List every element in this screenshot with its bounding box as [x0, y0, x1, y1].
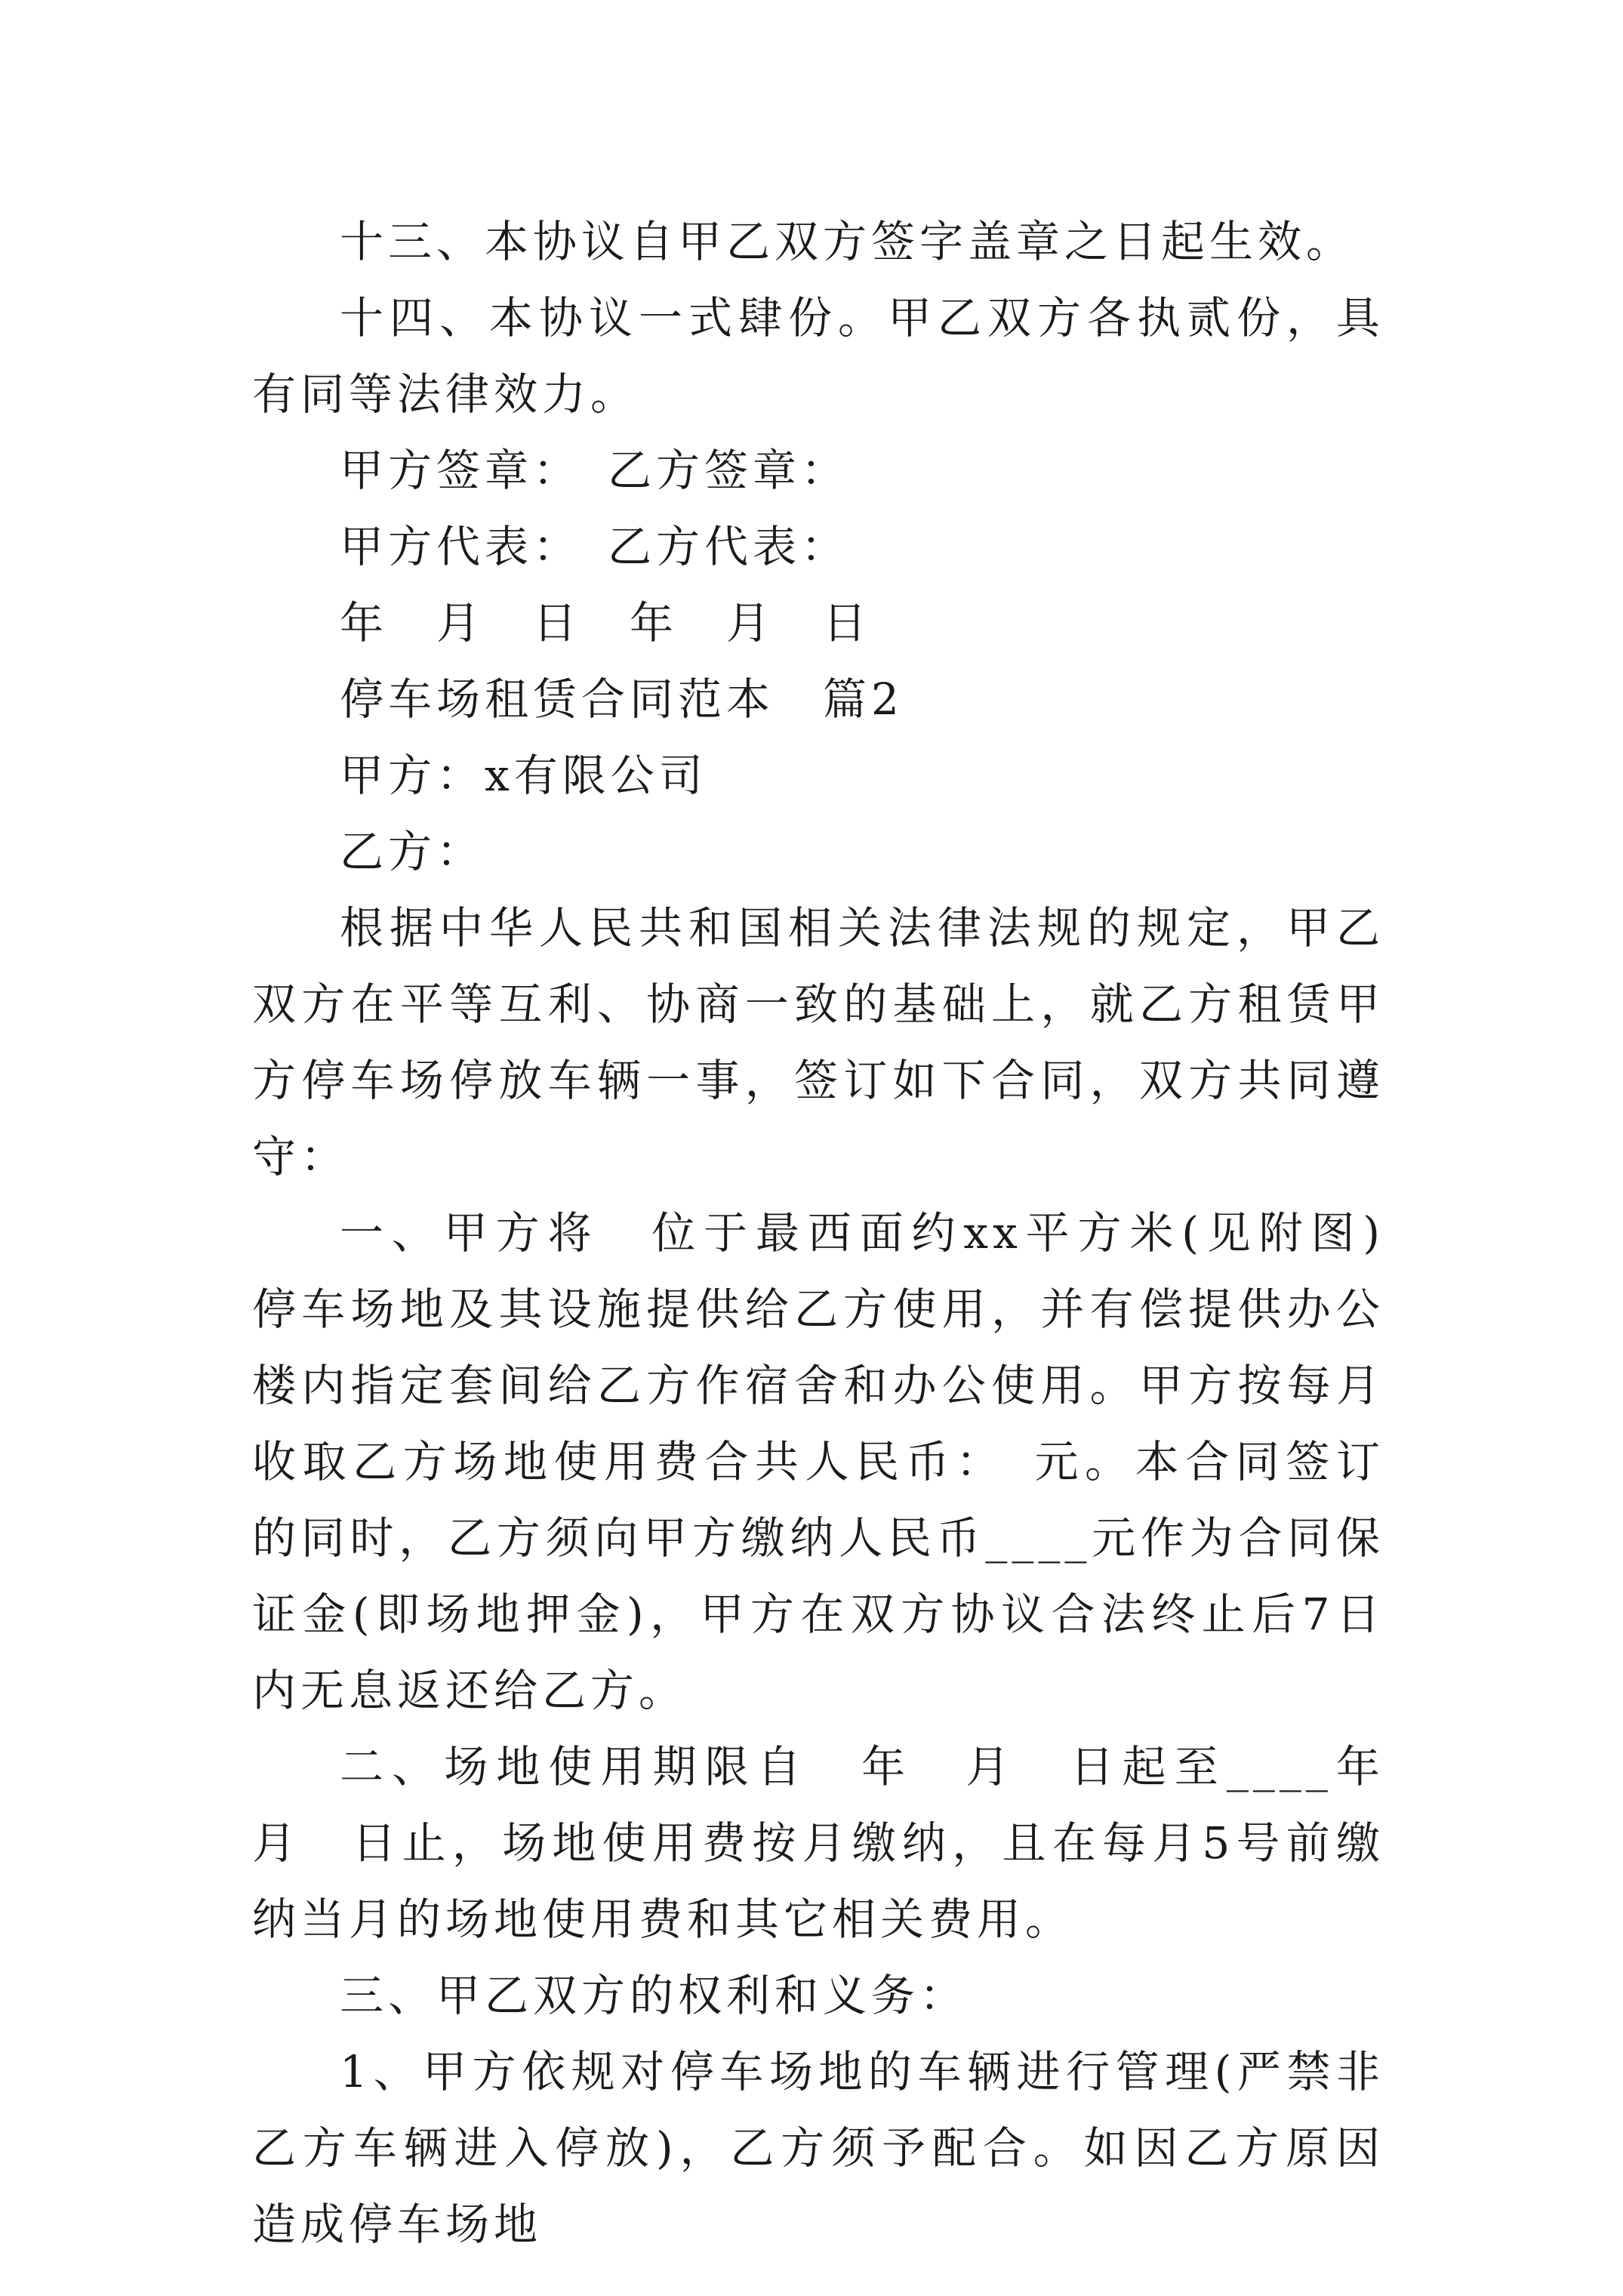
clause-13: 十三、本协议自甲乙双方签字盖章之日起生效。 — [340, 216, 1355, 267]
clause-14: 十四、本协议一式肆份。甲乙双方各执贰份，具有同等法律效力。 — [252, 292, 1384, 420]
section-title: 停车场租赁合同范本 篇2 — [340, 673, 904, 725]
signature-line: 甲方签章： 乙方签章： — [340, 445, 850, 496]
party-a: 甲方：x有限公司 — [340, 750, 707, 801]
clause-2: 二、场地使用期限自 年 月 日起至____年 月 日止，场地使用费按月缴纳，且在每月5号前缴纳当月的场地使用费和其它相关费用。 — [252, 1741, 1434, 1945]
preamble: 根据中华人民共和国相关法律法规的规定，甲乙双方在平等互利、协商一致的基础上，就乙方租赁甲方停车场停放车辆一事，签订如下合同，双方共同遵守： — [252, 902, 1384, 1182]
clause-3-heading: 三、甲乙双方的权利和义务： — [340, 1970, 969, 2021]
date-line: 年 月 日 年 月 日 — [340, 597, 872, 649]
document-body — [252, 204, 1434, 2263]
representative-line: 甲方代表： 乙方代表： — [340, 521, 850, 572]
party-b: 乙方： — [340, 826, 485, 877]
clause-3-1: 1、甲方依规对停车场地的车辆进行管理(严禁非乙方车辆进入停放)，乙方须予配合。如因乙方原因造成停车场地 — [252, 2046, 1384, 2250]
clause-1: 一、甲方将 位于最西面约xx平方米(见附图) 停车场地及其设施提供给乙方使用，并有偿提供办公楼内指定套间给乙方作宿舍和办公使用。甲方按每月收取乙方场地使用费合共人民币： 元。本合同签订的同时，乙方须向甲方缴纳人民币____元作为合同保证金(即场地押金)，甲方在双方协议合法终止后7日内无息返还给乙方。 — [252, 1207, 1434, 1716]
